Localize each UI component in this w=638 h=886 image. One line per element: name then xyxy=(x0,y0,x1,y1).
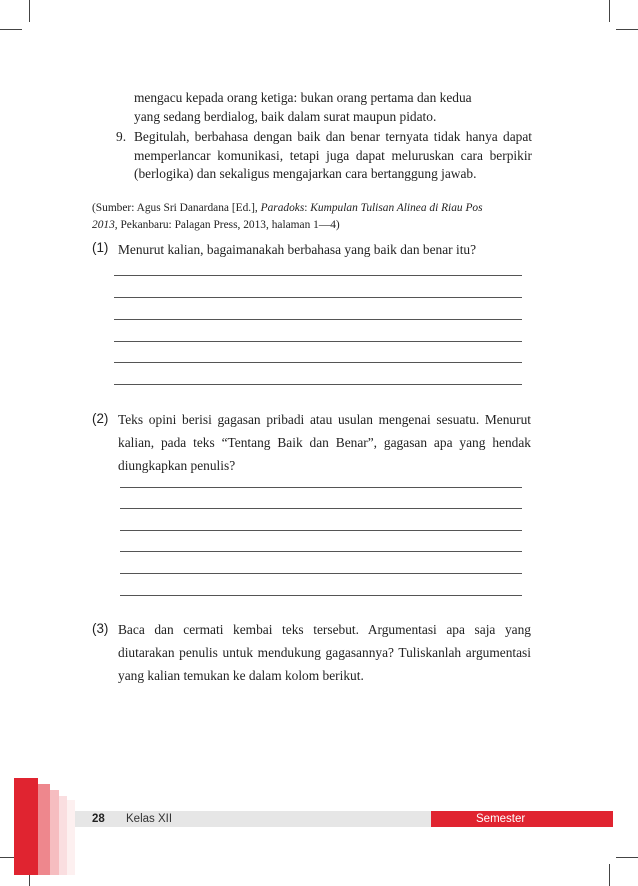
question-number: (2) xyxy=(92,411,109,426)
answer-line[interactable] xyxy=(120,530,522,531)
answer-line[interactable] xyxy=(114,297,522,298)
crop-mark-br-v xyxy=(609,864,610,886)
list-item-number: 9. xyxy=(116,129,127,144)
crop-mark-tr-h xyxy=(616,29,638,30)
question-text: Menurut kalian, bagaimanakah berbahasa yang baik dan benar itu? xyxy=(118,242,477,257)
answer-line[interactable] xyxy=(120,508,522,509)
question-number: (1) xyxy=(92,240,109,255)
crop-mark-tl-h xyxy=(0,29,22,30)
body-line: mengacu kepada orang ketiga: bukan orang pertama dan kedua xyxy=(134,90,472,105)
source-year: 2013 xyxy=(92,219,115,231)
crop-mark-br-h xyxy=(616,857,638,858)
source-prefix: (Sumber: Agus Sri Danardana [Ed.], xyxy=(92,202,261,214)
answer-line[interactable] xyxy=(114,319,522,320)
source-title-b: Kumpulan Tulisan Alinea di Riau Pos xyxy=(310,202,483,214)
question-number: (3) xyxy=(92,621,109,636)
source-sep: : xyxy=(304,202,311,214)
crop-mark-tl-v xyxy=(29,0,30,22)
crop-mark-tr-v xyxy=(609,0,610,22)
answer-line[interactable] xyxy=(120,595,522,596)
semester-label: Semester 2 xyxy=(476,813,526,841)
class-label: Kelas XII xyxy=(126,813,173,825)
answer-line[interactable] xyxy=(120,487,522,488)
answer-line[interactable] xyxy=(120,551,522,552)
answer-line[interactable] xyxy=(114,341,522,342)
question-text: Teks opini berisi gagasan pribadi atau usulan mengenai sesuatu. Menurut kalian, pada teks “Tentang Baik dan Benar”, gagasan apa yang hendak diungkapkan penulis? xyxy=(118,412,531,473)
answer-line[interactable] xyxy=(120,573,522,574)
page-number: 28 xyxy=(92,813,105,825)
body-line: yang sedang berdialog, baik dalam surat maupun pidato. xyxy=(134,109,437,124)
source-rest: , Pekanbaru: Palagan Press, 2013, halaman 1—4) xyxy=(114,219,340,231)
source-citation xyxy=(92,200,512,234)
list-item-text: Begitulah, berbahasa dengan baik dan benar ternyata tidak hanya dapat memperlancar komunikasi, tetapi juga dapat meluruskan cara berpikir (berlogika) dan sekaligus mengajarkan cara bertanggung jawab. xyxy=(134,129,532,181)
source-title-a: Paradoks xyxy=(260,202,305,214)
answer-line[interactable] xyxy=(114,275,522,276)
answer-line[interactable] xyxy=(114,362,522,363)
question-text: Baca dan cermati kembai teks tersebut. Argumentasi apa saja yang diutarakan penulis untuk mendukung gagasannya? Tuliskanlah argumentasi yang kalian temukan ke dalam kolom berikut. xyxy=(118,622,531,683)
answer-line[interactable] xyxy=(114,384,522,385)
